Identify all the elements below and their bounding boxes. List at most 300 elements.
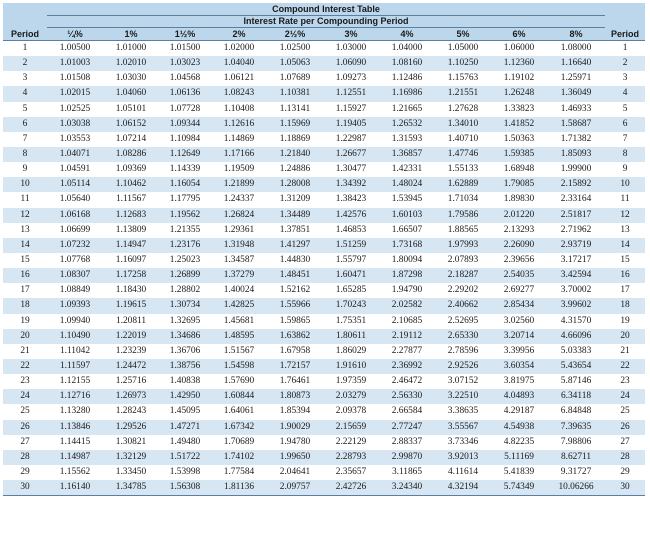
value-cell: 2.22129: [323, 435, 379, 450]
period-cell-left: 4: [3, 86, 47, 101]
value-cell: 1.97993: [435, 238, 491, 253]
value-cell: 2.18287: [435, 268, 491, 283]
table-row: [3, 329, 645, 344]
value-cell: 1.36706: [159, 344, 211, 359]
value-cell: 1.32129: [103, 450, 159, 465]
period-cell-left: 1: [3, 41, 47, 57]
period-cell-left: 7: [3, 132, 47, 147]
value-cell: 1.14987: [47, 450, 103, 465]
value-cell: 2.33164: [547, 192, 605, 207]
rate-header-row: [3, 28, 645, 41]
value-cell: 1.26248: [491, 86, 547, 101]
value-cell: 1.30734: [159, 298, 211, 313]
value-cell: 2.26090: [491, 238, 547, 253]
value-cell: 2.54035: [491, 268, 547, 283]
value-cell: 5.03383: [547, 344, 605, 359]
period-cell-left: 28: [3, 450, 47, 465]
period-cell-right: 29: [605, 465, 645, 480]
value-cell: 1.34587: [211, 253, 267, 268]
value-cell: 1.79085: [491, 177, 547, 192]
value-cell: 1.08160: [379, 56, 435, 71]
period-cell-left: 30: [3, 480, 47, 496]
value-cell: 1.17166: [211, 147, 267, 162]
table-row: [3, 253, 645, 268]
value-cell: 1.73168: [379, 238, 435, 253]
value-cell: 1.34785: [103, 480, 159, 496]
value-cell: 4.54938: [491, 420, 547, 435]
value-cell: 1.80873: [267, 389, 323, 404]
value-cell: 1.51259: [323, 238, 379, 253]
value-cell: 1.90029: [267, 420, 323, 435]
table-row: [3, 208, 645, 223]
value-cell: 1.13280: [47, 404, 103, 419]
value-cell: 1.88565: [435, 223, 491, 238]
value-cell: 6.34118: [547, 389, 605, 404]
value-cell: 2.78596: [435, 344, 491, 359]
value-cell: 3.99602: [547, 298, 605, 313]
value-cell: 3.60354: [491, 359, 547, 374]
value-cell: 1.26532: [379, 117, 435, 132]
value-cell: 1.80094: [379, 253, 435, 268]
value-cell: 1.11042: [47, 344, 103, 359]
period-cell-left: 14: [3, 238, 47, 253]
value-cell: 1.47271: [159, 420, 211, 435]
value-cell: 1.21899: [211, 177, 267, 192]
value-cell: 1.29526: [103, 420, 159, 435]
value-cell: 3.02560: [491, 314, 547, 329]
table-row: [3, 102, 645, 117]
rate-header-5: 3%: [323, 28, 379, 41]
compound-interest-table-container: [3, 3, 645, 539]
value-cell: 1.26677: [323, 147, 379, 162]
period-cell-right: 15: [605, 253, 645, 268]
period-cell-right: 7: [605, 132, 645, 147]
value-cell: 3.20714: [491, 329, 547, 344]
value-cell: 1.16054: [159, 177, 211, 192]
value-cell: 1.46933: [547, 102, 605, 117]
value-cell: 1.01003: [47, 56, 103, 71]
value-cell: 1.74102: [211, 450, 267, 465]
period-cell-left: 20: [3, 329, 47, 344]
value-cell: 1.10984: [159, 132, 211, 147]
table-row: [3, 223, 645, 238]
value-cell: 1.40710: [435, 132, 491, 147]
value-cell: 1.59385: [491, 147, 547, 162]
value-cell: 1.08000: [547, 41, 605, 57]
value-cell: 1.14947: [103, 238, 159, 253]
value-cell: 1.09940: [47, 314, 103, 329]
period-cell-left: 24: [3, 389, 47, 404]
table-row: [3, 344, 645, 359]
value-cell: 2.28793: [323, 450, 379, 465]
value-cell: 1.07232: [47, 238, 103, 253]
value-cell: 1.65285: [323, 283, 379, 298]
value-cell: 1.94790: [379, 283, 435, 298]
value-cell: 1.12486: [379, 71, 435, 86]
value-cell: 3.07152: [435, 374, 491, 389]
value-cell: 2.01220: [491, 208, 547, 223]
value-cell: 1.45095: [159, 404, 211, 419]
value-cell: 2.07893: [435, 253, 491, 268]
value-cell: 1.58687: [547, 117, 605, 132]
value-cell: 1.23239: [103, 344, 159, 359]
period-cell-left: 17: [3, 283, 47, 298]
period-cell-right: 3: [605, 71, 645, 86]
value-cell: 1.02500: [267, 41, 323, 57]
value-cell: 1.67958: [267, 344, 323, 359]
value-cell: 1.70243: [323, 298, 379, 313]
value-cell: 1.99900: [547, 162, 605, 177]
value-cell: 2.19112: [379, 329, 435, 344]
value-cell: 1.27628: [435, 102, 491, 117]
value-cell: 2.27877: [379, 344, 435, 359]
value-cell: 1.37279: [211, 268, 267, 283]
value-cell: 1.22019: [103, 329, 159, 344]
value-cell: 1.41297: [267, 238, 323, 253]
table-row: [3, 374, 645, 389]
value-cell: 1.71382: [547, 132, 605, 147]
period-cell-right: 8: [605, 147, 645, 162]
value-cell: 1.08849: [47, 283, 103, 298]
rate-header-2: 1½%: [159, 28, 211, 41]
value-cell: 1.52162: [267, 283, 323, 298]
value-cell: 1.53998: [159, 465, 211, 480]
value-cell: 1.28008: [267, 177, 323, 192]
value-cell: 1.32695: [159, 314, 211, 329]
value-cell: 1.08307: [47, 268, 103, 283]
period-cell-left: 2: [3, 56, 47, 71]
value-cell: 1.86029: [323, 344, 379, 359]
value-cell: 1.07728: [159, 102, 211, 117]
value-cell: 1.72157: [267, 359, 323, 374]
value-cell: 1.57690: [211, 374, 267, 389]
value-cell: 2.03279: [323, 389, 379, 404]
period-cell-left: 29: [3, 465, 47, 480]
value-cell: 2.15659: [323, 420, 379, 435]
value-cell: 5.74349: [491, 480, 547, 496]
value-cell: 4.31570: [547, 314, 605, 329]
value-cell: 2.04641: [267, 465, 323, 480]
value-cell: 4.11614: [435, 465, 491, 480]
table-row: [3, 404, 645, 419]
table-row: [3, 132, 645, 147]
value-cell: 1.13846: [47, 420, 103, 435]
value-cell: 1.03038: [47, 117, 103, 132]
table-row: [3, 283, 645, 298]
period-cell-right: 21: [605, 344, 645, 359]
value-cell: 1.12683: [103, 208, 159, 223]
value-cell: 1.49480: [159, 435, 211, 450]
period-cell-left: 5: [3, 102, 47, 117]
value-cell: 1.29361: [211, 223, 267, 238]
value-cell: 5.11169: [491, 450, 547, 465]
period-cell-right: 20: [605, 329, 645, 344]
value-cell: 1.22987: [323, 132, 379, 147]
value-cell: 1.34392: [323, 177, 379, 192]
value-cell: 1.15763: [435, 71, 491, 86]
value-cell: 1.12649: [159, 147, 211, 162]
value-cell: 4.04893: [491, 389, 547, 404]
value-cell: 1.03553: [47, 132, 103, 147]
value-cell: 1.41852: [491, 117, 547, 132]
period-cell-right: 22: [605, 359, 645, 374]
table-row: [3, 117, 645, 132]
value-cell: 1.09273: [323, 71, 379, 86]
value-cell: 1.55966: [267, 298, 323, 313]
value-cell: 1.63862: [267, 329, 323, 344]
table-row: [3, 41, 645, 57]
value-cell: 1.05000: [435, 41, 491, 57]
value-cell: 1.04568: [159, 71, 211, 86]
value-cell: 3.73346: [435, 435, 491, 450]
value-cell: 1.06168: [47, 208, 103, 223]
period-cell-right: 28: [605, 450, 645, 465]
value-cell: 1.06121: [211, 71, 267, 86]
value-cell: 1.33823: [491, 102, 547, 117]
value-cell: 1.26973: [103, 389, 159, 404]
value-cell: 1.13141: [267, 102, 323, 117]
value-cell: 1.21840: [267, 147, 323, 162]
period-cell-left: 12: [3, 208, 47, 223]
value-cell: 3.11865: [379, 465, 435, 480]
value-cell: 1.47746: [435, 147, 491, 162]
period-header-right: Period: [605, 3, 645, 41]
value-cell: 1.66507: [379, 223, 435, 238]
value-cell: 1.03023: [159, 56, 211, 71]
value-cell: 3.92013: [435, 450, 491, 465]
value-cell: 1.30477: [323, 162, 379, 177]
value-cell: 1.04591: [47, 162, 103, 177]
value-cell: 1.48595: [211, 329, 267, 344]
value-cell: 1.02525: [47, 102, 103, 117]
value-cell: 3.39956: [491, 344, 547, 359]
value-cell: 1.24337: [211, 192, 267, 207]
value-cell: 2.09757: [267, 480, 323, 496]
value-cell: 1.75351: [323, 314, 379, 329]
value-cell: 1.91610: [323, 359, 379, 374]
value-cell: 2.10685: [379, 314, 435, 329]
value-cell: 8.62711: [547, 450, 605, 465]
value-cell: 2.09378: [323, 404, 379, 419]
value-cell: 1.15927: [323, 102, 379, 117]
value-cell: 1.05101: [103, 102, 159, 117]
value-cell: 1.24472: [103, 359, 159, 374]
value-cell: 2.42726: [323, 480, 379, 496]
table-subtitle: Interest Rate per Compounding Period: [47, 16, 605, 28]
value-cell: 2.29202: [435, 283, 491, 298]
period-cell-right: 26: [605, 420, 645, 435]
value-cell: 1.13809: [103, 223, 159, 238]
value-cell: 1.34489: [267, 208, 323, 223]
period-cell-left: 26: [3, 420, 47, 435]
value-cell: 1.11597: [47, 359, 103, 374]
period-cell-left: 21: [3, 344, 47, 359]
value-cell: 2.65330: [435, 329, 491, 344]
value-cell: 1.01500: [159, 41, 211, 57]
period-cell-left: 10: [3, 177, 47, 192]
value-cell: 1.36857: [379, 147, 435, 162]
value-cell: 1.06000: [491, 41, 547, 57]
value-cell: 2.35657: [323, 465, 379, 480]
rate-header-7: 5%: [435, 28, 491, 41]
period-cell-right: 4: [605, 86, 645, 101]
table-row: [3, 56, 645, 71]
table-row: [3, 435, 645, 450]
period-cell-right: 17: [605, 283, 645, 298]
value-cell: 1.07768: [47, 253, 103, 268]
value-cell: 1.12616: [211, 117, 267, 132]
value-cell: 1.85394: [267, 404, 323, 419]
value-cell: 1.09393: [47, 298, 103, 313]
value-cell: 1.42576: [323, 208, 379, 223]
value-cell: 1.04000: [379, 41, 435, 57]
value-cell: 3.22510: [435, 389, 491, 404]
value-cell: 1.46853: [323, 223, 379, 238]
table-row: [3, 238, 645, 253]
period-cell-right: 24: [605, 389, 645, 404]
table-row: [3, 480, 645, 496]
value-cell: 9.31727: [547, 465, 605, 480]
value-cell: 1.51722: [159, 450, 211, 465]
period-cell-right: 18: [605, 298, 645, 313]
rate-header-4: 2½%: [267, 28, 323, 41]
value-cell: 1.42950: [159, 389, 211, 404]
period-cell-left: 8: [3, 147, 47, 162]
value-cell: 1.16140: [47, 480, 103, 496]
period-cell-left: 23: [3, 374, 47, 389]
value-cell: 1.18430: [103, 283, 159, 298]
period-cell-right: 12: [605, 208, 645, 223]
value-cell: 3.81975: [491, 374, 547, 389]
value-cell: 1.06136: [159, 86, 211, 101]
value-cell: 1.30821: [103, 435, 159, 450]
value-cell: 1.16986: [379, 86, 435, 101]
value-cell: 1.99650: [267, 450, 323, 465]
value-cell: 1.09369: [103, 162, 159, 177]
table-row: [3, 389, 645, 404]
value-cell: 2.66584: [379, 404, 435, 419]
value-cell: 7.39635: [547, 420, 605, 435]
period-cell-right: 9: [605, 162, 645, 177]
value-cell: 1.12551: [323, 86, 379, 101]
value-cell: 1.36049: [547, 86, 605, 101]
value-cell: 1.25716: [103, 374, 159, 389]
value-cell: 1.15562: [47, 465, 103, 480]
value-cell: 1.81136: [211, 480, 267, 496]
value-cell: 1.54598: [211, 359, 267, 374]
table-row: [3, 465, 645, 480]
period-cell-right: 2: [605, 56, 645, 71]
period-cell-right: 27: [605, 435, 645, 450]
table-row: [3, 314, 645, 329]
value-cell: 1.76461: [267, 374, 323, 389]
value-cell: 1.55133: [435, 162, 491, 177]
rate-header-3: 2%: [211, 28, 267, 41]
value-cell: 5.41839: [491, 465, 547, 480]
period-cell-right: 5: [605, 102, 645, 117]
value-cell: 6.84848: [547, 404, 605, 419]
value-cell: 1.10250: [435, 56, 491, 71]
value-cell: 1.44830: [267, 253, 323, 268]
value-cell: 1.21665: [379, 102, 435, 117]
value-cell: 1.15969: [267, 117, 323, 132]
period-header-left: Period: [3, 3, 47, 41]
value-cell: 2.02582: [379, 298, 435, 313]
value-cell: 1.60103: [379, 208, 435, 223]
value-cell: 1.26899: [159, 268, 211, 283]
table-row: [3, 71, 645, 86]
value-cell: 1.31209: [267, 192, 323, 207]
table-row: [3, 147, 645, 162]
period-cell-right: 25: [605, 404, 645, 419]
value-cell: 1.38756: [159, 359, 211, 374]
value-cell: 1.55797: [323, 253, 379, 268]
value-cell: 2.85434: [491, 298, 547, 313]
value-cell: 1.21551: [435, 86, 491, 101]
value-cell: 1.31948: [211, 238, 267, 253]
value-cell: 1.70689: [211, 435, 267, 450]
value-cell: 2.51817: [547, 208, 605, 223]
period-cell-left: 3: [3, 71, 47, 86]
value-cell: 1.77584: [211, 465, 267, 480]
value-cell: 1.09344: [159, 117, 211, 132]
rate-header-6: 4%: [379, 28, 435, 41]
value-cell: 1.16097: [103, 253, 159, 268]
value-cell: 1.71034: [435, 192, 491, 207]
period-cell-left: 22: [3, 359, 47, 374]
period-cell-left: 27: [3, 435, 47, 450]
value-cell: 10.06266: [547, 480, 605, 496]
value-cell: 1.48451: [267, 268, 323, 283]
value-cell: 2.99870: [379, 450, 435, 465]
value-cell: 1.60844: [211, 389, 267, 404]
value-cell: 1.12155: [47, 374, 103, 389]
table-row: [3, 298, 645, 313]
table-body: [3, 41, 645, 496]
value-cell: 1.48024: [379, 177, 435, 192]
value-cell: 1.85093: [547, 147, 605, 162]
period-cell-left: 15: [3, 253, 47, 268]
period-cell-right: 10: [605, 177, 645, 192]
table-row: [3, 162, 645, 177]
value-cell: 1.04071: [47, 147, 103, 162]
value-cell: 2.46472: [379, 374, 435, 389]
value-cell: 1.18869: [267, 132, 323, 147]
value-cell: 4.32194: [435, 480, 491, 496]
value-cell: 1.45681: [211, 314, 267, 329]
value-cell: 2.93719: [547, 238, 605, 253]
value-cell: 1.20811: [103, 314, 159, 329]
value-cell: 4.29187: [491, 404, 547, 419]
value-cell: 1.34686: [159, 329, 211, 344]
value-cell: 1.21355: [159, 223, 211, 238]
table-row: [3, 450, 645, 465]
value-cell: 1.06699: [47, 223, 103, 238]
value-cell: 1.00500: [47, 41, 103, 57]
value-cell: 1.17795: [159, 192, 211, 207]
value-cell: 1.06152: [103, 117, 159, 132]
value-cell: 2.52695: [435, 314, 491, 329]
period-cell-left: 25: [3, 404, 47, 419]
value-cell: 5.87146: [547, 374, 605, 389]
period-cell-right: 6: [605, 117, 645, 132]
value-cell: 1.10490: [47, 329, 103, 344]
value-cell: 1.19509: [211, 162, 267, 177]
rate-header-0: ¼%: [47, 28, 103, 41]
value-cell: 1.03000: [323, 41, 379, 57]
value-cell: 1.01000: [103, 41, 159, 57]
value-cell: 1.10462: [103, 177, 159, 192]
